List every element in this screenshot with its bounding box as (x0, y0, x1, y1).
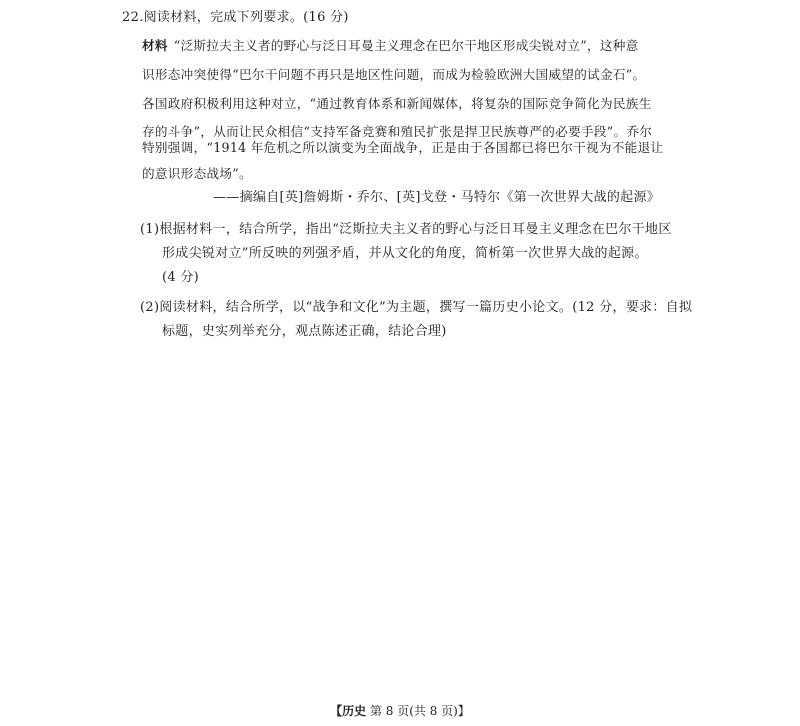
material-label: 材料 (142, 38, 168, 53)
material-line-3: 各国政府积极利用这种对立，“通过教育体系和新闻媒体，将复杂的国际竞争简化为民族生 (142, 96, 652, 111)
sub-question-1-line-1: (1)根据材料一，结合所学，指出“泛斯拉夫主义者的野心与泛日耳曼主义理念在巴尔干地区 (140, 222, 672, 237)
sub-question-2-line-1: (2)阅读材料，结合所学，以“战争和文化”为主题，撰写一篇历史小论文。(12 分，要求：自拟 (140, 300, 693, 315)
page-footer (0, 704, 800, 718)
sub-question-2-line-2: 标题，史实列举充分，观点陈述正确，结论合理) (162, 324, 447, 339)
material-line-2: 识形态冲突使得“巴尔干问题不再只是地区性问题，而成为检验欧洲大国威望的试金石”。 (142, 67, 646, 82)
sub-question-1-line-3: (4 分) (162, 270, 200, 285)
material-line-1 (142, 38, 639, 54)
material-source: ——摘编自[英]詹姆斯・乔尔、[英]戈登・马特尔《第一次世界大战的起源》 (213, 190, 661, 205)
question-title: 22.阅读材料，完成下列要求。(16 分) (122, 10, 349, 25)
material-line-4: 存的斗争”，从而让民众相信“支持军备竞赛和殖民扩张是捍卫民族尊严的必要手段”。乔尔 (142, 124, 653, 139)
footer-page-info: 第 8 页(共 8 页)】 (369, 704, 470, 718)
material-line-6: 的意识形态战场”。 (142, 166, 252, 181)
sub-question-1-line-2: 形成尖锐对立”所反映的列强矛盾，并从文化的角度，简析第一次世界大战的起源。 (162, 246, 648, 261)
material-text-1: “泛斯拉夫主义者的野心与泛日耳曼主义理念在巴尔干地区形成尖锐对立”，这种意 (173, 38, 639, 53)
footer-subject: 【历史 (330, 704, 367, 718)
material-line-5: 特别强调，“1914 年危机之所以演变为全面战争，正是由于各国都已将巴尔干视为不能退让 (142, 140, 664, 155)
